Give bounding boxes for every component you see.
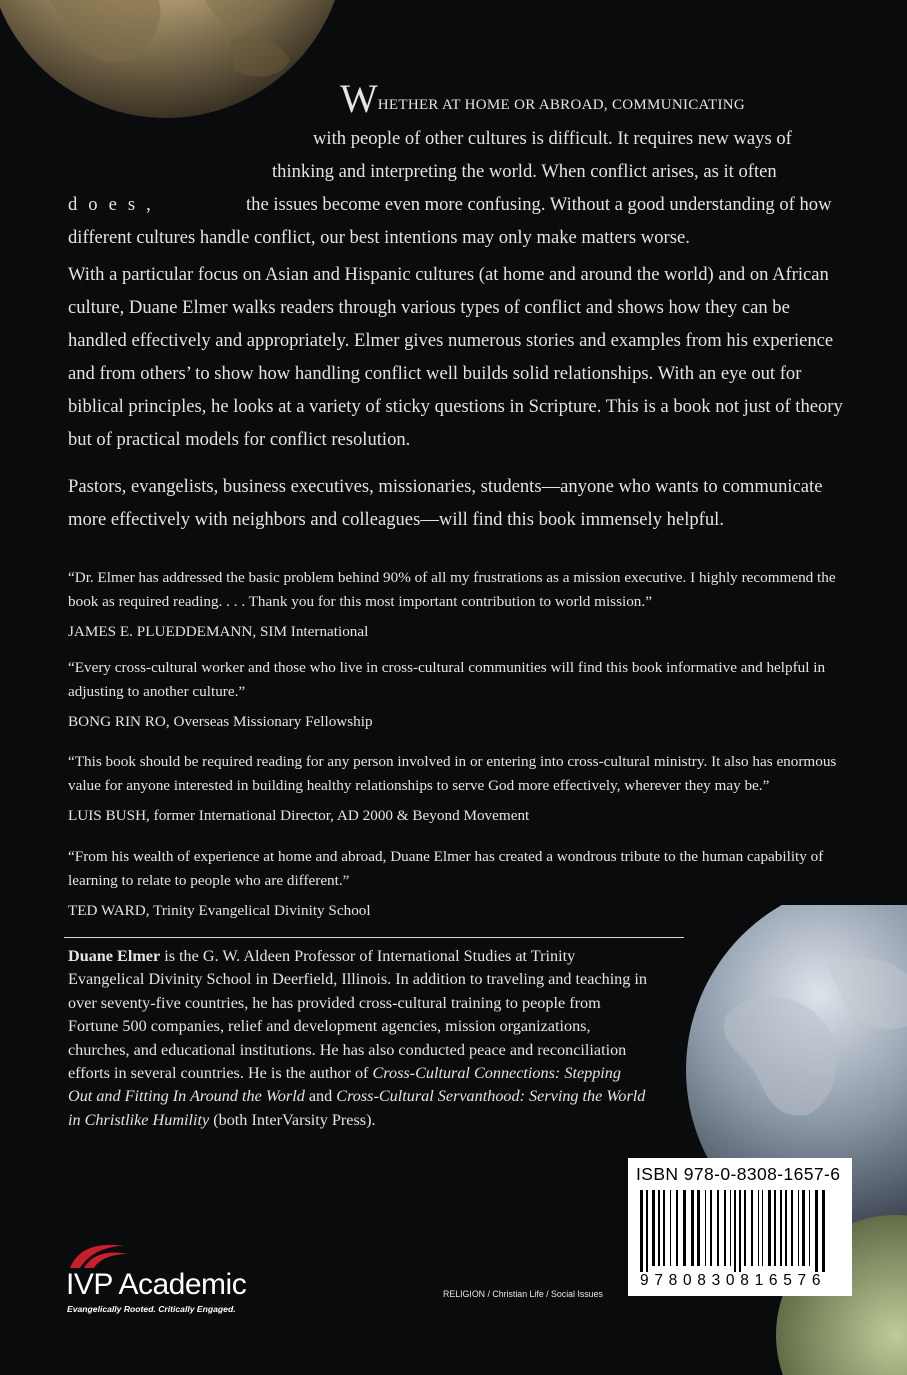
isbn-label: ISBN 978-0-8308-1657-6 [636,1164,841,1184]
endorsement [68,750,858,828]
section-divider [64,937,684,938]
barcode-bar [780,1190,782,1266]
barcode-bar [744,1190,746,1266]
barcode-bar [640,1190,643,1272]
description-paragraph-1: With a particular focus on Asian and Hispanic cultures (at home and around the world) and on African culture, Duane Elmer walks readers through various types of conflict and shows how they can be handled effectively and appropriately. Elmer gives numerous stories and examples from his experience and from others’ to show how handling conflict well builds solid relationships. With an eye out for biblical principles, he looks at a variety of sticky questions in Scripture. This is a book not just of theory but of practical models for conflict resolution. [68,264,843,450]
barcode-bar [724,1190,726,1266]
barcode-bar [758,1190,759,1266]
publisher-name: IVP Academic [66,1268,247,1301]
endorsement-quote: “From his wealth of experience at home and abroad, Duane Elmer has created a wondrous tribute to the human capability of learning to relate to people who are different.” [68,848,824,889]
endorsement [68,845,858,923]
publisher-swoosh-icon [68,1240,138,1270]
intro-paragraph [68,76,846,254]
intro-dropcap: W [340,76,378,121]
endorser-name: BONG RIN RO, [68,713,170,730]
endorser-affiliation: Trinity Evangelical Divinity School [149,902,371,919]
endorser-affiliation: SIM International [256,623,369,640]
barcode-bar [683,1190,686,1266]
bio-text-1: is the G. W. Aldeen Professor of International Studies at Trinity Evangelical Divinity School in Deerfield, Illinois. In addition to traveling and teaching in over seventy-five countries, he has provided cross-cultural training to people from Fortune 500 companies, relief and development agencies, mission organizations, churches, and educational institutions. He has also conducted peace and reconciliation efforts in several countries. He is the author of [68,947,648,1083]
endorsement [68,656,858,734]
endorser-affiliation: Overseas Missionary Fellowship [169,713,373,730]
barcode-bar [802,1190,805,1266]
endorser-affiliation: former International Director, AD 2000 & Beyond Movement [149,807,530,824]
barcode-bar [663,1190,665,1266]
isbn-barcode-box [628,1158,852,1296]
barcode-bar [751,1190,753,1266]
barcode-bar [730,1190,731,1266]
author-bio [68,945,648,1132]
barcode-bar [774,1190,776,1266]
bio-text-2: and [304,1087,337,1106]
barcode-bar [717,1190,719,1266]
book-title-1: Cross-Cultural Connections: Stepping Out and Fitting In Around the World [68,1064,621,1106]
barcode-bar [762,1190,763,1266]
barcode-bar [652,1190,655,1266]
barcode-bar [768,1190,771,1266]
bio-text-3: (both InterVarsity Press). [209,1110,376,1129]
globe-bottom-illustration [676,905,907,1375]
intro-line-5: different cultures handle conflict, our best intentions may only make matters worse. [68,227,690,248]
barcode-bar [739,1190,741,1272]
endorser-name: TED WARD, [68,902,150,919]
book-title-2: Cross-Cultural Servanthood: Serving the World in Christlike Humility [68,1087,646,1129]
barcode-bar [798,1190,799,1266]
barcode-bar [705,1190,706,1266]
author-name: Duane Elmer [68,947,161,965]
barcode-bar [658,1190,660,1266]
intro-line-4: the issues become even more confusing. Without a good understanding of how [246,194,832,215]
intro-line-2: with people of other cultures is difficult. It requires new ways of [313,128,792,149]
endorsement-quote: “Every cross-cultural worker and those who live in cross-cultural communities will find this book informative and helpful in adjusting to another culture.” [68,659,826,700]
intro-line-4-word: does, [68,194,162,215]
endorser-name: LUIS BUSH, [68,807,150,824]
barcode-bar [697,1190,700,1266]
publisher-tagline: Evangelically Rooted. Critically Engaged. [67,1304,236,1314]
barcode-bar [815,1190,818,1272]
barcode-number: 9780830816576 [640,1272,827,1289]
endorser-name: JAMES E. PLUEDDEMANN, [68,623,257,640]
barcode-bar [809,1190,810,1266]
intro-line-3: thinking and interpreting the world. When conflict arises, as it often [272,161,777,182]
description-paragraph-2: Pastors, evangelists, business executives, missionaries, students—anyone who wants to communicate more effectively with neighbors and colleagues—will find this book immensely helpful. [68,476,823,530]
category-label: RELIGION / Christian Life / Social Issues [443,1289,603,1299]
barcode-bar [710,1190,712,1266]
endorsement [68,566,858,644]
intro-line-1: HETHER AT HOME OR ABROAD, COMMUNICATING [377,97,746,113]
barcode-bar [646,1190,648,1272]
barcode-bar [791,1190,793,1266]
endorsement-quote: “This book should be required reading for any person involved in or entering into cross-cultural ministry. It also has enormous value for anyone interested in building healthy relationships to serve God more effectively, wherever they may be.” [68,753,837,794]
endorsement-quote: “Dr. Elmer has addressed the basic problem behind 90% of all my frustrations as a mission executive. I highly recommend the book as required reading. . . . Thank you for this most important contribution to world mission.” [68,569,836,610]
barcode-bar [734,1190,736,1272]
barcode-bar [670,1190,671,1266]
barcode-bar [785,1190,787,1266]
barcode-icon [636,1190,844,1272]
barcode-bar [822,1190,825,1272]
barcode-bar [691,1190,694,1266]
barcode-bar [676,1190,678,1266]
